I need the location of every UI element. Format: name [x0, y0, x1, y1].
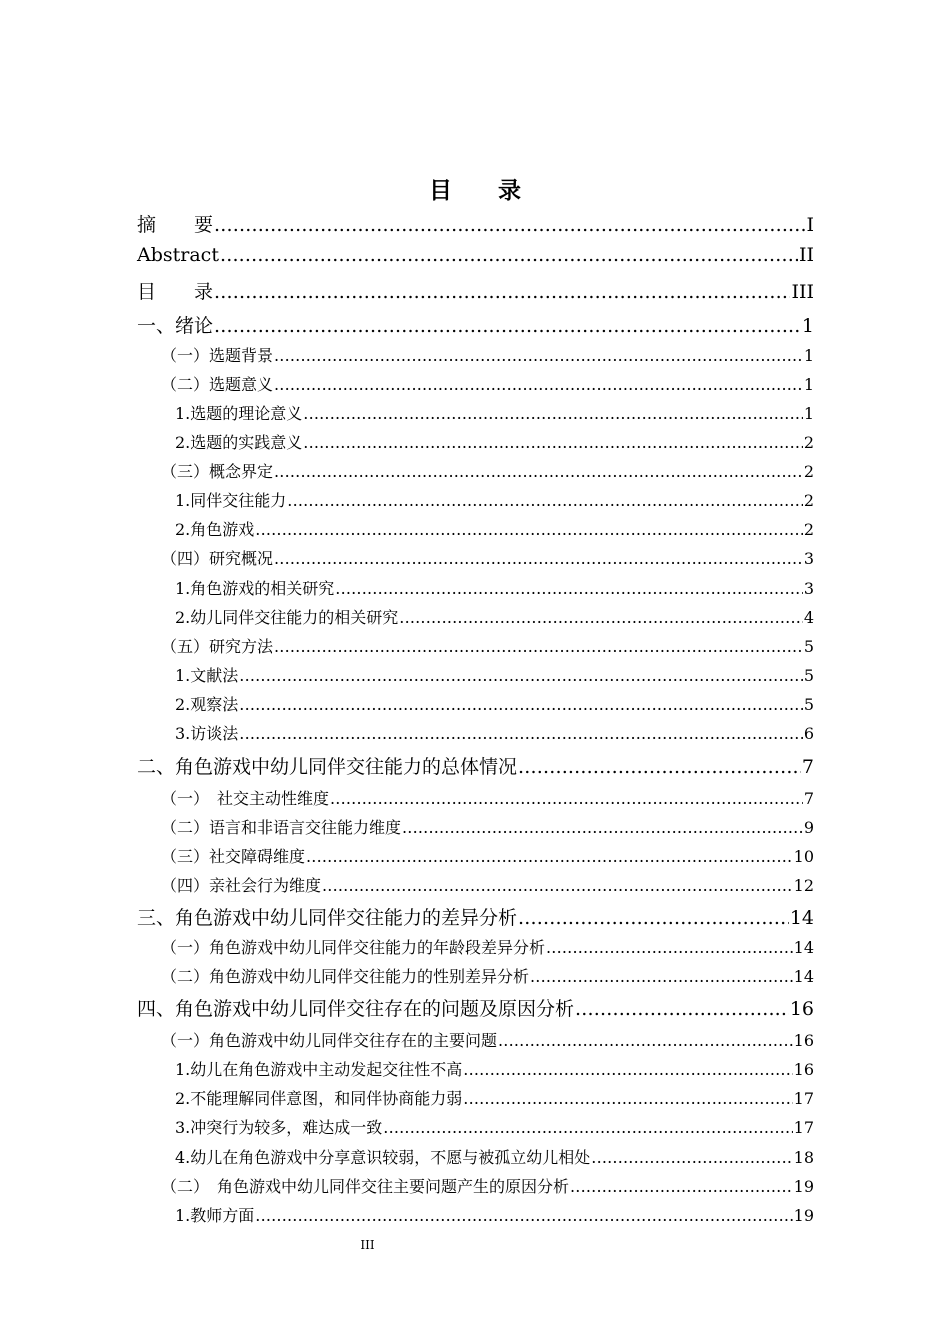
toc-entry-label: 3.访谈法 — [175, 724, 239, 743]
toc-dot-leader — [546, 938, 793, 957]
toc-dot-leader — [214, 281, 790, 303]
toc-entry[interactable] — [161, 459, 814, 482]
toc-entry-page: 3 — [803, 579, 814, 598]
toc-entry-label: 1.选题的理论意义 — [175, 404, 303, 423]
toc-entry[interactable] — [137, 244, 814, 266]
toc-entry-page: 1 — [803, 346, 814, 365]
toc-entry-label: 摘 要 — [137, 214, 214, 236]
toc-entry-page: 7 — [801, 756, 814, 778]
toc-entry-page: 1 — [801, 315, 814, 337]
toc-entry[interactable] — [161, 935, 814, 958]
toc-entry[interactable] — [137, 994, 814, 1021]
toc-entry-label: 2.角色游戏 — [175, 520, 255, 539]
toc-dot-leader — [274, 375, 803, 394]
toc-dot-leader — [274, 637, 803, 656]
toc-entry-page: 2 — [803, 520, 814, 539]
toc-dot-leader — [463, 1060, 792, 1079]
toc-entry-label: （三）社交障碍维度 — [161, 847, 306, 866]
toc-entry-page: 17 — [793, 1118, 814, 1137]
toc-entry[interactable] — [161, 546, 814, 569]
toc-entry-page: 7 — [803, 789, 814, 808]
toc-entry[interactable] — [137, 210, 814, 237]
toc-entry-label: （二）选题意义 — [161, 375, 274, 394]
toc-entry[interactable] — [175, 1086, 814, 1109]
toc-entry[interactable] — [175, 430, 814, 453]
toc-entry-label: 一、绪论 — [137, 315, 214, 337]
toc-entry-page: 2 — [803, 462, 814, 481]
toc-entry[interactable] — [161, 844, 814, 867]
toc-dot-leader — [591, 1148, 792, 1167]
toc-dot-leader — [220, 244, 798, 266]
toc-entry-label: 二、角色游戏中幼儿同伴交往能力的总体情况 — [137, 756, 518, 778]
toc-entry-label: 1.同伴交往能力 — [175, 491, 287, 510]
toc-entry-label: （一）角色游戏中幼儿同伴交往存在的主要问题 — [161, 1031, 498, 1050]
toc-entry[interactable] — [161, 786, 814, 809]
toc-entry-page: 19 — [793, 1177, 814, 1196]
toc-entry-page: 17 — [793, 1089, 814, 1108]
toc-dot-leader — [518, 907, 789, 929]
toc-dot-leader — [530, 967, 793, 986]
toc-entry-page: I — [806, 214, 814, 236]
toc-dot-leader — [274, 549, 803, 568]
toc-entry-label: 目 录 — [137, 281, 214, 303]
toc-entry[interactable] — [175, 1057, 814, 1080]
toc-entry-page: 3 — [803, 549, 814, 568]
toc-dot-leader — [498, 1031, 793, 1050]
toc-entry[interactable] — [175, 605, 814, 628]
toc-entry-label: （二）角色游戏中幼儿同伴交往能力的性别差异分析 — [161, 967, 530, 986]
toc-entry[interactable] — [175, 1145, 814, 1168]
toc-entry-label: （二） 角色游戏中幼儿同伴交往主要问题产生的原因分析 — [161, 1177, 570, 1196]
toc-entry[interactable] — [161, 634, 814, 657]
toc-entry[interactable] — [175, 1203, 814, 1226]
toc-dot-leader — [239, 695, 803, 714]
toc-dot-leader — [214, 214, 805, 236]
toc-dot-leader — [274, 462, 803, 481]
toc-entry-page: 1 — [803, 404, 814, 423]
toc-dot-leader — [239, 666, 803, 685]
toc-entry-label: 1.文献法 — [175, 666, 239, 685]
toc-entry[interactable] — [175, 692, 814, 715]
toc-entry[interactable] — [161, 1174, 814, 1197]
toc-entry[interactable] — [161, 873, 814, 896]
toc-entry-page: 9 — [803, 818, 814, 837]
toc-entry-page: 1 — [803, 375, 814, 394]
toc-entry-label: （四）亲社会行为维度 — [161, 876, 322, 895]
toc-entry-page: 10 — [793, 847, 814, 866]
toc-entry[interactable] — [175, 488, 814, 511]
toc-dot-leader — [287, 491, 803, 510]
toc-dot-leader — [518, 756, 801, 778]
toc-entry-page: 4 — [803, 608, 814, 627]
toc-entry-page: 14 — [793, 938, 814, 957]
toc-entry[interactable] — [175, 721, 814, 744]
toc-entry-label: 四、角色游戏中幼儿同伴交往存在的问题及原因分析 — [137, 998, 575, 1020]
toc-entry-label: 2.选题的实践意义 — [175, 433, 303, 452]
toc-entry[interactable] — [175, 663, 814, 686]
toc-entry-page: 2 — [803, 433, 814, 452]
toc-entry-page: 16 — [793, 1060, 814, 1079]
toc-entry-page: 18 — [793, 1148, 814, 1167]
toc-dot-leader — [255, 520, 803, 539]
toc-dot-leader — [255, 1206, 792, 1225]
toc-entry[interactable] — [161, 372, 814, 395]
toc-entry-label: （一） 社交主动性维度 — [161, 789, 330, 808]
toc-entry-label: 4.幼儿在角色游戏中分享意识较弱，不愿与被孤立幼儿相处 — [175, 1148, 591, 1167]
toc-entry[interactable] — [161, 343, 814, 366]
toc-dot-leader — [303, 404, 803, 423]
toc-entry-page: 12 — [793, 876, 814, 895]
toc-entry[interactable] — [175, 401, 814, 424]
toc-entry-label: 1.教师方面 — [175, 1206, 255, 1225]
toc-dot-leader — [383, 1118, 792, 1137]
toc-entry-page: 5 — [803, 637, 814, 656]
toc-entry[interactable] — [161, 815, 814, 838]
toc-dot-leader — [399, 608, 803, 627]
toc-dot-leader — [570, 1177, 793, 1196]
toc-entry[interactable] — [137, 311, 814, 338]
toc-entry-page: 16 — [789, 998, 814, 1020]
toc-dot-leader — [330, 789, 803, 808]
toc-entry-page: 19 — [793, 1206, 814, 1225]
toc-entry-label: （一）选题背景 — [161, 346, 274, 365]
toc-dot-leader — [335, 579, 803, 598]
toc-entry-label: 2.不能理解同伴意图，和同伴协商能力弱 — [175, 1089, 463, 1108]
toc-entry-page: 16 — [793, 1031, 814, 1050]
toc-dot-leader — [463, 1089, 792, 1108]
toc-entry-label: （一）角色游戏中幼儿同伴交往能力的年龄段差异分析 — [161, 938, 546, 957]
toc-dot-leader — [322, 876, 793, 895]
toc-entry-label: 2.幼儿同伴交往能力的相关研究 — [175, 608, 399, 627]
toc-entry-label: 3.冲突行为较多，难达成一致 — [175, 1118, 383, 1137]
toc-entry-page: 5 — [803, 695, 814, 714]
toc-entry-page: 6 — [803, 724, 814, 743]
toc-dot-leader — [274, 346, 803, 365]
page-number-footer: III — [360, 1238, 375, 1252]
toc-dot-leader — [214, 315, 801, 337]
toc-entry[interactable] — [161, 964, 814, 987]
toc-entry-page: III — [791, 281, 814, 303]
toc-entry-label: 2.观察法 — [175, 695, 239, 714]
toc-entry[interactable] — [137, 752, 814, 779]
toc-entry-label: （四）研究概况 — [161, 549, 274, 568]
toc-entry[interactable] — [161, 1028, 814, 1051]
toc-entry-label: 1.幼儿在角色游戏中主动发起交往性不高 — [175, 1060, 463, 1079]
toc-entry-label: 1.角色游戏的相关研究 — [175, 579, 335, 598]
toc-entry-page: II — [798, 244, 814, 266]
toc-dot-leader — [239, 724, 803, 743]
toc-entry-page: 5 — [803, 666, 814, 685]
toc-entry[interactable] — [175, 517, 814, 540]
toc-entry-page: 14 — [793, 967, 814, 986]
toc-entry[interactable] — [137, 277, 814, 304]
toc-entry-label: （三）概念界定 — [161, 462, 274, 481]
toc-dot-leader — [303, 433, 803, 452]
toc-title: 目 录 — [429, 178, 521, 204]
toc-entry[interactable] — [175, 1115, 814, 1138]
toc-entry-page: 2 — [803, 491, 814, 510]
toc-entry-label: （二）语言和非语言交往能力维度 — [161, 818, 402, 837]
toc-dot-leader — [306, 847, 793, 866]
toc-dot-leader — [402, 818, 803, 837]
toc-dot-leader — [575, 998, 789, 1020]
toc-entry-label: （五）研究方法 — [161, 637, 274, 656]
toc-entry[interactable] — [137, 903, 814, 930]
toc-entry-page: 14 — [789, 907, 814, 929]
toc-entry-label: Abstract — [137, 244, 219, 266]
toc-entry[interactable] — [175, 576, 814, 599]
toc-entry-label: 三、角色游戏中幼儿同伴交往能力的差异分析 — [137, 907, 518, 929]
